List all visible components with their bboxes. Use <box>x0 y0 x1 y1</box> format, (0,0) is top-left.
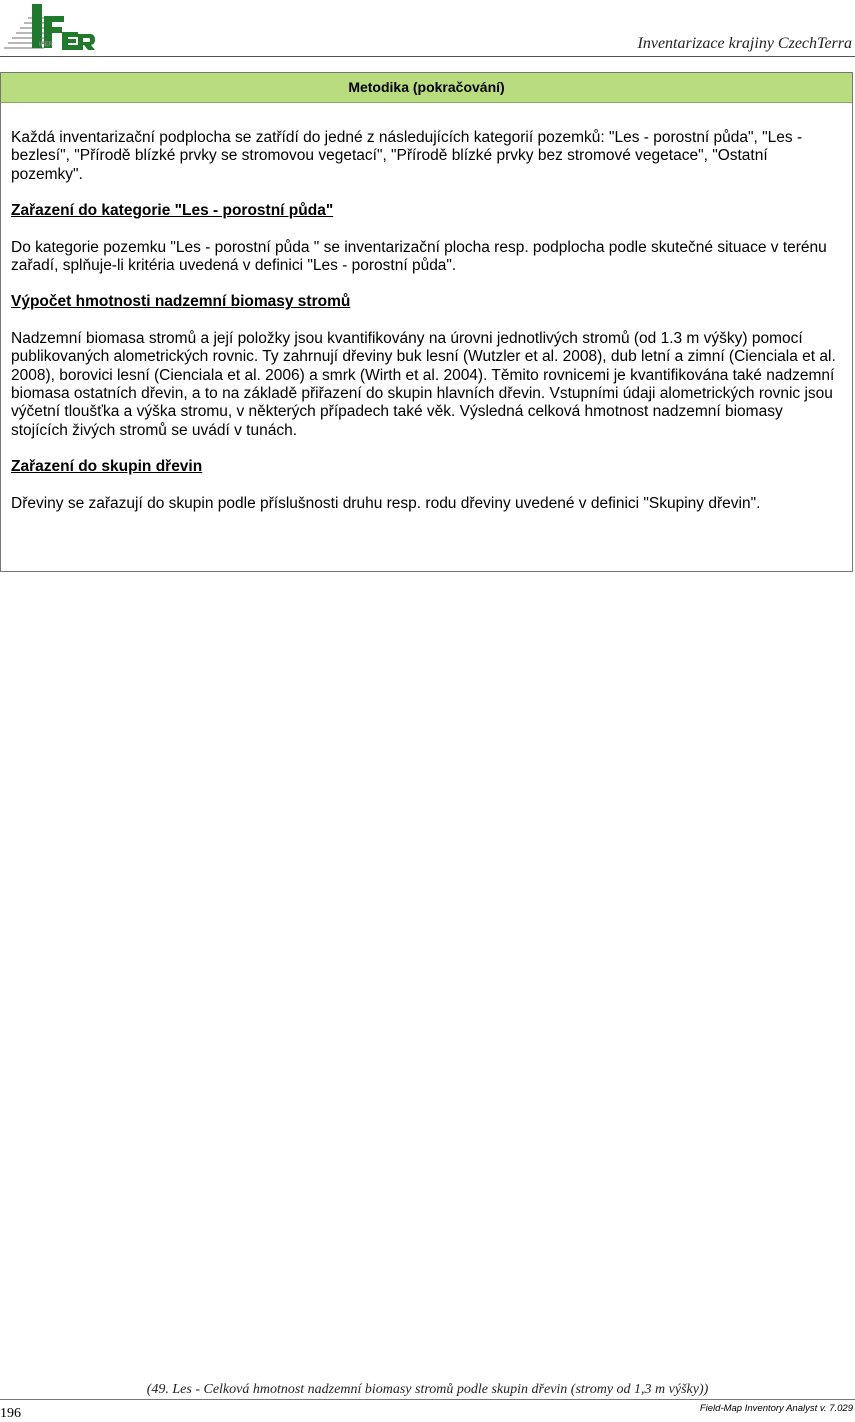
software-version: Field-Map Inventory Analyst v. 7.029 <box>699 1403 853 1414</box>
methodology-body <box>1 103 852 513</box>
heading-category-forest: Zařazení do kategorie "Les - porostní půda" <box>11 202 334 220</box>
heading-tree-groups: Zařazení do skupin dřevin <box>11 458 203 476</box>
table-caption: (49. Les - Celková hmotnost nadzemní biomasy stromů podle skupin dřevin (stromy od 1,3 m výšky)) <box>146 1382 709 1397</box>
ifer-logo <box>4 2 96 52</box>
intro-paragraph: Každá inventarizační podplocha se zatřídí do jedné z následujících kategorií pozemků: "Les - porostní půda", "Les - bezlesí", "Přírodě blízké prvky se stromovou vegetací", "Přírodě blízké prvky bez stromové vegetace", "Ostatní pozemky". <box>11 129 803 183</box>
ifer-logo-graphic <box>4 2 96 52</box>
header-divider <box>0 56 855 57</box>
document-title: Inventarizace krajiny CzechTerra <box>637 35 852 52</box>
paragraph-category-forest: Do kategorie pozemku "Les - porostní půda " se inventarizační plocha resp. podplocha podle skutečné situace v terénu zařadí, splňuje-li kritéria uvedená v definici "Les - porostní půda". <box>11 238 827 275</box>
page-number: 196 <box>0 1406 21 1421</box>
logo-lettering: IFER <box>39 42 53 48</box>
paragraph-biomass-calculation: Nadzemní biomasa stromů a její položky jsou kvantifikovány na úrovni jednotlivých stromů (od 1.3 m výšky) pomocí publikovaných alometrických rovnic. Ty zahrnují dřeviny buk lesní (Wutzler et al. 2008), dub letní a zimní (Cienciala et al. 2008), borovici lesní (Cienciala et al. 2006) a smrk (Wirth et al. 2004). Těmito rovnicemi je kvantifikována také nadzemní biomasa ostatních dřevin, a to na základě přiřazení do skupin hlavních dřevin. Vstupními údaji alometrických rovnic jsou výčetní tloušťka a výška stromu, v některých případech také věk. Výsledná celková hmotnost nadzemní biomasy stojících živých stromů se uvádí v tunách. <box>11 329 836 439</box>
methodology-box <box>0 72 853 572</box>
section-bar: Metodika (pokračování) <box>1 73 852 103</box>
heading-biomass-calculation: Výpočet hmotnosti nadzemní biomasy stromů <box>11 293 351 311</box>
footer-divider <box>0 1399 855 1400</box>
paragraph-tree-groups: Dřeviny se zařazují do skupin podle příslušnosti druhu resp. rodu dřeviny uvedené v definici "Skupiny dřevin". <box>11 494 761 512</box>
